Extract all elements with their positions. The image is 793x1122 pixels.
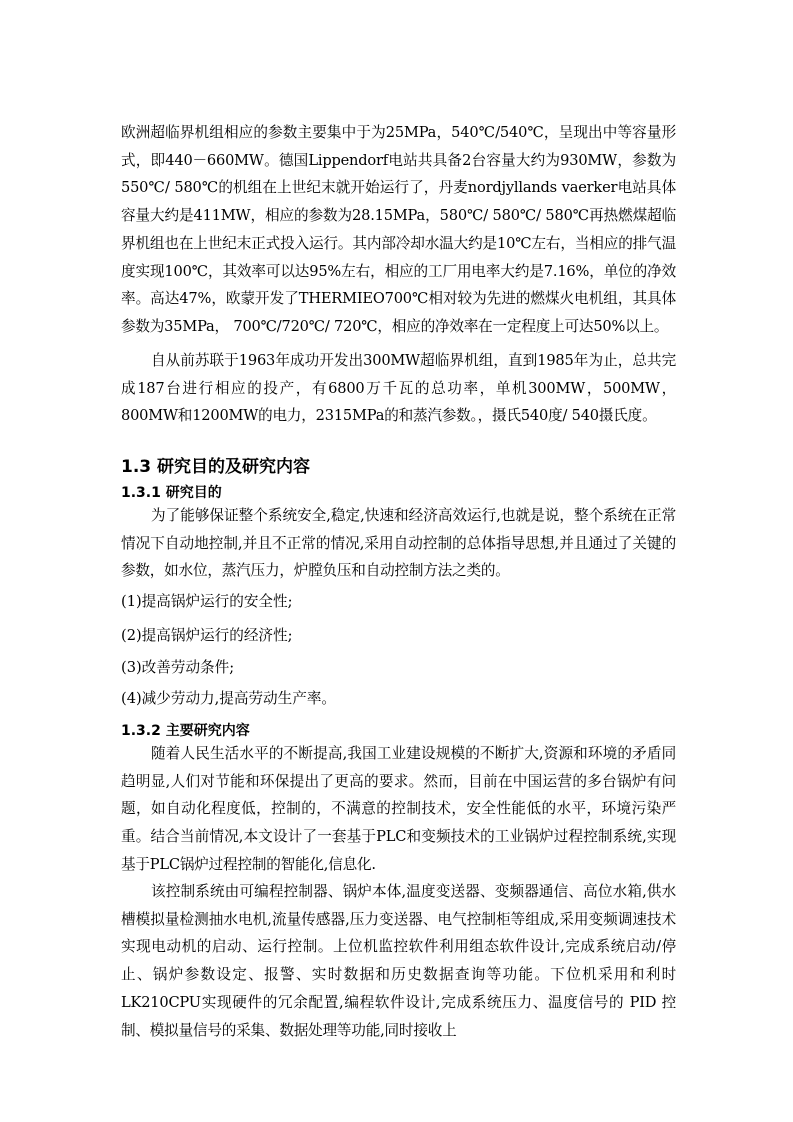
paragraph-research-purpose: 为了能够保证整个系统安全,稳定,快速和经济高效运行,也就是说，整个系统在正常情况下自动地控制,并且不正常的情况,采用自动控制的总体指导思想,并且通过了关键的参数，如水位，蒸汽压力，炉膛负压和自动控制方法之类的。 [121, 507, 676, 580]
paragraph-research-content-2: 该控制系统由可编程控制器、锅炉本体,温度变送器、变频器通信、高位水箱,供水槽模拟量检测抽水电机,流量传感器,压力变送器、电气控制柜等组成,采用变频调速技术实现电动机的启动、运行控制。上位机监控软件利用组态软件设计,完成系统启动/停止、锅炉参数设定、报警、实时数据和历史数据查询等功能。下位机采用和利时LK210CPU实现硬件的冗余配置,编程软件设计,完成系统压力、温度信号的 PID 控制、模拟量信号的采集、数据处理等功能,同时接收上 [121, 883, 676, 1039]
paragraph-soviet-supercritical: 自从前苏联于1963年成功开发出300MW超临界机组，直到1985年为止，总共完成187台进行相应的投产，有6800万千瓦的总功率，单机300MW，500MW，800MW和1200MW的电力，2315MPa的和蒸汽参数。，摄氏540度/ 540摄氏度。 [121, 352, 676, 425]
list-item: (3)改善劳动条件; [121, 659, 235, 676]
paragraph-research-content-1: 随着人民生活水平的不断提高,我国工业建设规模的不断扩大,资源和环境的矛盾同趋明显,人们对节能和环保提出了更高的要求。然而，目前在中国运营的多台锅炉有问题，如自动化程度低，控制的，不满意的控制技术，安全性能低的水平，环境污染严重。结合当前情况,本文设计了一套基于PLC和变频技术的工业锅炉过程控制系统,实现基于PLC锅炉过程控制的智能化,信息化. [121, 745, 676, 873]
paragraph-europe-supercritical: 欧洲超临界机组相应的参数主要集中于为25MPa，540℃/540℃，呈现出中等容量形式，即440－660MW。德国Lippendorf电站共具备2台容量大约为930MW，参数为550℃/ 580℃的机组在上世纪末就开始运行了，丹麦nordjyllands vaerker电站具体容量大约是411MW，相应的参数为28.15MPa，580℃/ 580℃/ 580℃再热燃煤超临界机组也在上世纪末正式投入运行。其内部冷却水温大约是10℃左右，当相应的排气温度实现100℃，其效率可以达95%左右，相应的工厂用电率大约是7.16%，单位的净效率。高达47%，欧蒙开发了THERMIEO700℃相对较为先进的燃煤火电机组，其具体参数为35MPa， 700℃/720℃/ 720℃，相应的净效率在一定程度上可达50%以上。 [121, 124, 676, 335]
subsection-heading-1-3-1: 1.3.1 研究目的 [121, 485, 222, 501]
section-heading-1-3: 1.3 研究目的及研究内容 [121, 457, 311, 477]
list-item: (4)减少劳动力,提高劳动生产率。 [121, 690, 337, 707]
subsection-heading-1-3-2: 1.3.2 主要研究内容 [121, 723, 250, 739]
list-item: (1)提高锅炉运行的安全性; [121, 593, 293, 610]
list-item: (2)提高锅炉运行的经济性; [121, 627, 293, 644]
